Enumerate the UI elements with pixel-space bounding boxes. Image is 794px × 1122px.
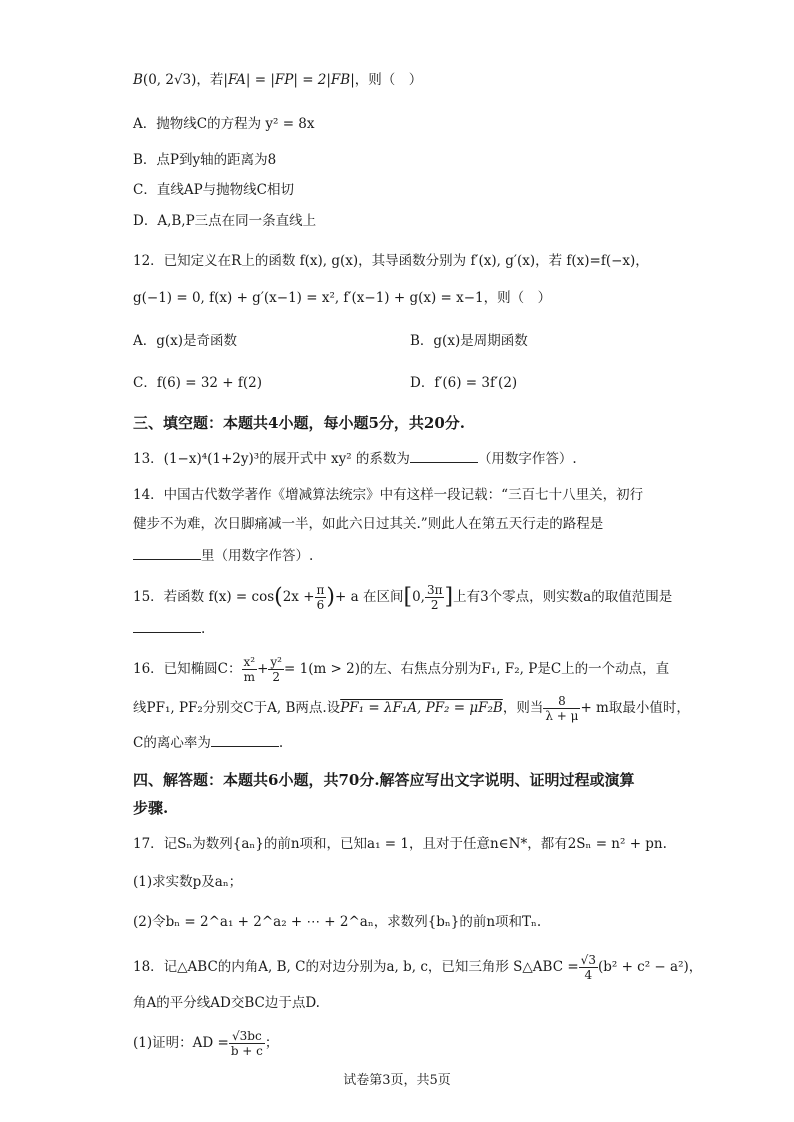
frac-den: b + c	[230, 1044, 263, 1058]
option-letter: B．	[133, 152, 157, 168]
frac-den: 6	[316, 598, 325, 612]
section-solutions-heading-cont: 步骤.	[133, 799, 169, 817]
ad-fraction	[229, 1029, 265, 1058]
q12-option-b: B．g(x)是周期函数	[410, 333, 528, 349]
plus-sign: +	[257, 661, 269, 677]
q18-line2: 角A的平分线AD交BC边于点D.	[133, 995, 320, 1011]
point-b-coord: (0, 2√3)	[142, 72, 197, 88]
page-footer: 试卷第3页，共5页	[343, 1073, 451, 1088]
q11-text-mid: ，若	[196, 72, 224, 88]
paren-open: (	[274, 584, 283, 610]
frac-den: λ + μ	[545, 709, 579, 723]
section-solutions-heading: 四、解答题：本题共6小题，共70分.解答应写出文字说明、证明过程或演算	[133, 771, 635, 789]
bracket-open: [	[403, 584, 413, 610]
option-text: 直线AP与抛物线C相切	[156, 182, 295, 198]
q14-tail: 里（用数字作答）.	[201, 548, 314, 564]
answer-blank[interactable]	[211, 732, 279, 747]
frac-den: m	[243, 670, 255, 684]
answer-blank[interactable]	[133, 618, 201, 633]
option-letter: A．	[133, 116, 157, 132]
q14-line1: 14．中国古代数学著作《增减算法统宗》中有这样一段记载：“三百七十八里关，初行	[133, 487, 644, 503]
bracket-close: ]	[444, 584, 454, 610]
q13-text: 13．(1−x)⁴(1+2y)³的展开式中 xy² 的系数为	[133, 451, 410, 467]
q11-stem-end: ，则（ ）	[354, 72, 423, 88]
q16-text2: 线PF₁, PF₂分别交C于A, B两点.设	[133, 700, 341, 716]
q16-line2	[133, 691, 690, 725]
q12-stem-line1: 12．已知定义在R上的函数 f(x), g(x)，其导函数分别为 f′(x), g′(x)，若 f(x)=f(−x)，	[133, 253, 649, 269]
q15-int: 0,	[412, 589, 425, 605]
q11-option-c	[133, 180, 294, 200]
q18-proof: (1)证明：AD =	[133, 1035, 229, 1051]
q15-func: 15．若函数 f(x) = cos	[133, 589, 275, 605]
q16-end: .	[278, 735, 284, 751]
q14-line2: 健步不为难，次日脚痛减一半，如此六日过其关.”则此人在第五天行走的路程是	[133, 516, 604, 532]
option-letter: D．	[133, 213, 158, 229]
q15-line2	[133, 618, 205, 639]
frac-num: √3bc	[229, 1029, 265, 1044]
q17-stem: 17．记Sₙ为数列{aₙ}的前n项和，已知a₁ = 1，且对于任意n∈N*，都有2Sₙ = n² + pn.	[133, 836, 667, 852]
point-b-label: B	[133, 72, 143, 88]
frac-num: 3π	[426, 583, 443, 597]
frac-den: 2	[272, 670, 281, 684]
q18-line1	[133, 950, 702, 984]
frac-num: x²	[243, 655, 256, 669]
q12-option-d: D．f′(6) = 3f′(2)	[410, 375, 518, 391]
q18-part1	[133, 1026, 278, 1060]
frac-den: 2	[430, 598, 439, 612]
option-letter: C．	[133, 182, 157, 198]
q11-option-b	[133, 150, 276, 170]
q14-line3	[133, 545, 313, 566]
frac-num: 8	[543, 694, 580, 709]
sqrt3-over-4	[579, 953, 598, 982]
q16-eq: = 1(m > 2)的左、右焦点分别为F₁, F₂, P是C上的一个动点，直	[284, 661, 670, 677]
paren-close: )	[326, 584, 336, 610]
q13-tail: （用数字作答）.	[477, 451, 577, 467]
pi-over-6	[315, 583, 327, 612]
q15-line1	[133, 580, 672, 614]
q15-mid: + a 在区间	[335, 589, 404, 605]
q16-tail: + m取最小值时，	[580, 700, 690, 716]
q16-ecc: C的离心率为	[133, 735, 211, 751]
q15-arg: 2x +	[282, 589, 315, 605]
q16-line3	[133, 732, 283, 753]
frac-den: 4	[584, 968, 593, 982]
q16-mid: ，则当	[502, 700, 544, 716]
eight-over-lambda-mu	[543, 694, 580, 723]
q12-stem-line2: g(−1) = 0, f(x) + g′(x−1) = x², f′(x−1) + g(x) = x−1，则（ ）	[133, 290, 552, 306]
frac-num: π	[316, 583, 325, 597]
q11-option-d	[133, 211, 316, 231]
q11-stem-tail	[133, 70, 422, 90]
q18-text: 18．记△ABC的内角A, B, C的对边分别为a, b, c，已知三角形 S△ABC =	[133, 959, 579, 975]
three-pi-over-2	[425, 583, 445, 612]
q16-text: 16．已知椭圆C：	[133, 661, 242, 677]
q18-end: ；	[264, 1035, 279, 1051]
q15-tail: 上有3个零点，则实数a的取值范围是	[453, 589, 673, 605]
answer-blank[interactable]	[133, 545, 201, 560]
q17-part1: (1)求实数p及aₙ；	[133, 874, 243, 890]
q17-part2: (2)令bₙ = 2^a₁ + 2^a₂ + ⋯ + 2^aₙ，求数列{bₙ}的前n项和Tₙ.	[133, 914, 542, 930]
section-fill-in-heading: 三、填空题：本题共4小题，每小题5分，共20分.	[133, 414, 465, 432]
q15-end: .	[201, 621, 206, 637]
option-text: A,B,P三点在同一条直线上	[157, 213, 317, 229]
option-text: 抛物线C的方程为 y² = 8x	[156, 116, 315, 132]
q18-tail: (b² + c² − a²)，	[597, 959, 703, 975]
q11-option-a	[133, 114, 315, 134]
q11-condition: |FA| = |FP| = 2|FB|	[223, 72, 355, 88]
frac-num: y²	[270, 655, 282, 669]
q12-option-c: C．f(6) = 32 + f(2)	[133, 375, 263, 391]
option-text: 点P到y轴的距离为8	[156, 152, 277, 168]
q16-line1	[133, 652, 669, 686]
q12-option-a: A．g(x)是奇函数	[133, 333, 238, 349]
frac-num: √3	[580, 953, 596, 967]
x2-over-m	[242, 655, 258, 684]
y2-over-2	[268, 655, 284, 684]
q13	[133, 448, 577, 469]
vector-relation: PF₁ = λF₁A, PF₂ = μF₂B	[340, 700, 503, 716]
answer-blank[interactable]	[410, 448, 478, 463]
